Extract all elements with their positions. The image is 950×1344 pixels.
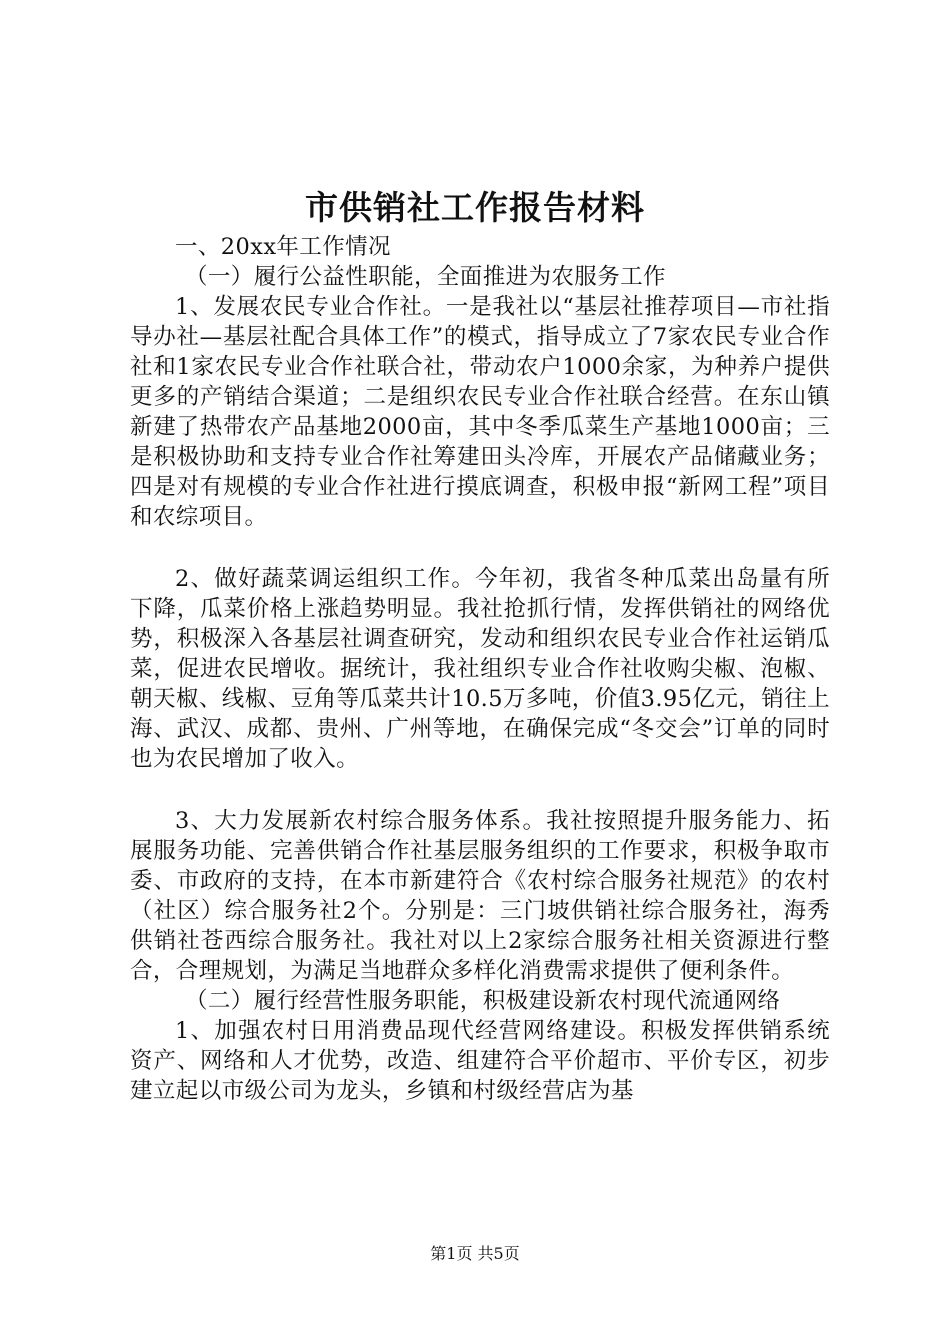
page-number: 第1页 共5页 — [430, 1244, 520, 1263]
section-heading-1: 一、20xx年工作情况 — [175, 234, 391, 260]
paragraph-4: 1、加强农村日用消费品现代经营网络建设。积极发挥供销系统资产、网络和人才优势，改造、组建符合平价超市、平价专区，初步建立起以市级公司为龙头，乡镇和村级经营店为基 — [130, 1018, 830, 1104]
paragraph-2: 2、做好蔬菜调运组织工作。今年初，我省冬种瓜菜出岛量有所下降，瓜菜价格上涨趋势明显。我社抢抓行情，发挥供销社的网络优势，积极深入各基层社调查研究，发动和组织农民专业合作社运销瓜菜，促进农民增收。据统计，我社组织专业合作社收购尖椒、泡椒、朝天椒、线椒、豆角等瓜菜共计10.5万多吨，价值3.95亿元，销往上海、武汉、成都、贵州、广州等地，在确保完成“冬交会”订单的同时也为农民增加了收入。 — [130, 566, 830, 772]
subsection-heading-1: （一）履行公益性职能，全面推进为农服务工作 — [185, 264, 666, 290]
paragraph-3: 3、大力发展新农村综合服务体系。我社按照提升服务能力、拓展服务功能、完善供销合作社基层服务组织的工作要求，积极争取市委、市政府的支持，在本市新建符合《农村综合服务社规范》的农村（社区）综合服务社2个。分别是：三门坡供销社综合服务社，海秀供销社苍西综合服务社。我社对以上2家综合服务社相关资源进行整合，合理规划，为满足当地群众多样化消费需求提供了便利条件。 — [130, 808, 830, 984]
document-body — [130, 232, 830, 1106]
paragraph-1: 1、发展农民专业合作社。一是我社以“基层社推荐项目—市社指导办社—基层社配合具体工作”的模式，指导成立了7家农民专业合作社和1家农民专业合作社联合社，带动农户1000余家，为种养户提供更多的产销结合渠道；二是组织农民专业合作社联合经营。在东山镇新建了热带农产品基地2000亩，其中冬季瓜菜生产基地1000亩；三是积极协助和支持专业合作社筹建田头冷库，开展农产品储藏业务；四是对有规模的专业合作社进行摸底调查，积极申报“新网工程”项目和农综项目。 — [130, 294, 830, 530]
subsection-heading-2: （二）履行经营性服务职能，积极建设新农村现代流通网络 — [185, 988, 781, 1014]
document-title: 市供销社工作报告材料 — [305, 188, 645, 227]
